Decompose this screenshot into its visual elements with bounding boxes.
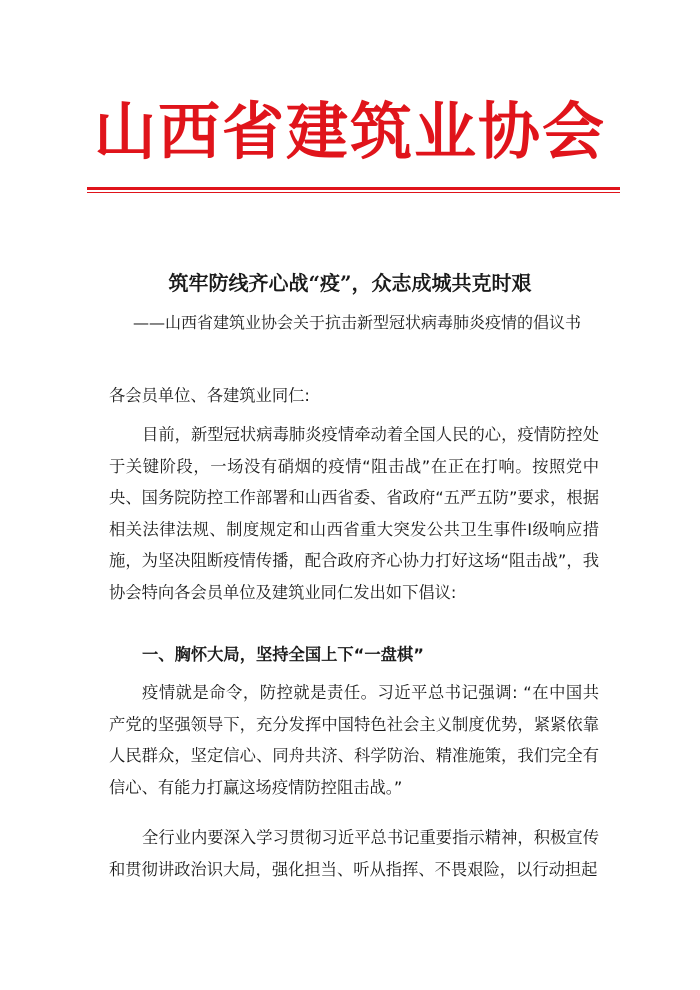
paragraph-intro: 目前，新型冠状病毒肺炎疫情牵动着全国人民的心，疫情防控处于关键阶段，一场没有硝烟的疫情“阻击战”在正在打响。按照党中央、国务院防控工作部署和山西省委、省政府“五严五防”要求，根据相关法律法规、制度规定和山西省重大突发公共卫生事件Ⅰ级响应措施，为坚决阻断疫情传播，配合政府齐心协力打好这场“阻击战”，我协会特向各会员单位及建筑业同仁发出如下倡议: xyxy=(109,425,599,602)
letterhead-rule-thick xyxy=(87,187,620,190)
salutation: 各会员单位、各建筑业同仁: xyxy=(109,386,310,405)
organization-letterhead: 山西省建筑业协会 xyxy=(93,95,606,168)
letterhead-rule-thin xyxy=(87,192,620,193)
document-title: 筑牢防线齐心战“疫”，众志成城共克时艰 xyxy=(168,271,532,295)
document-subtitle: ——山西省建筑业协会关于抗击新型冠状病毒肺炎疫情的倡议书 xyxy=(133,313,582,332)
paragraph-2: 疫情就是命令，防控就是责任。习近平总书记强调: “在中国共产党的坚强领导下，充分发挥中国特色社会主义制度优势，紧紧依靠人民群众，坚定信心、同舟共济、科学防治、精准施策，我们完全有信心、有能力打赢这场疫情防控阻击战。” xyxy=(109,683,599,797)
section-heading-1: 一、胸怀大局，坚持全国上下“一盘棋” xyxy=(142,645,424,664)
paragraph-3: 全行业内要深入学习贯彻习近平总书记重要指示精神，积极宣传和贯彻讲政治识大局，强化担当、听从指挥、不畏艰险，以行动担起 xyxy=(109,828,599,879)
